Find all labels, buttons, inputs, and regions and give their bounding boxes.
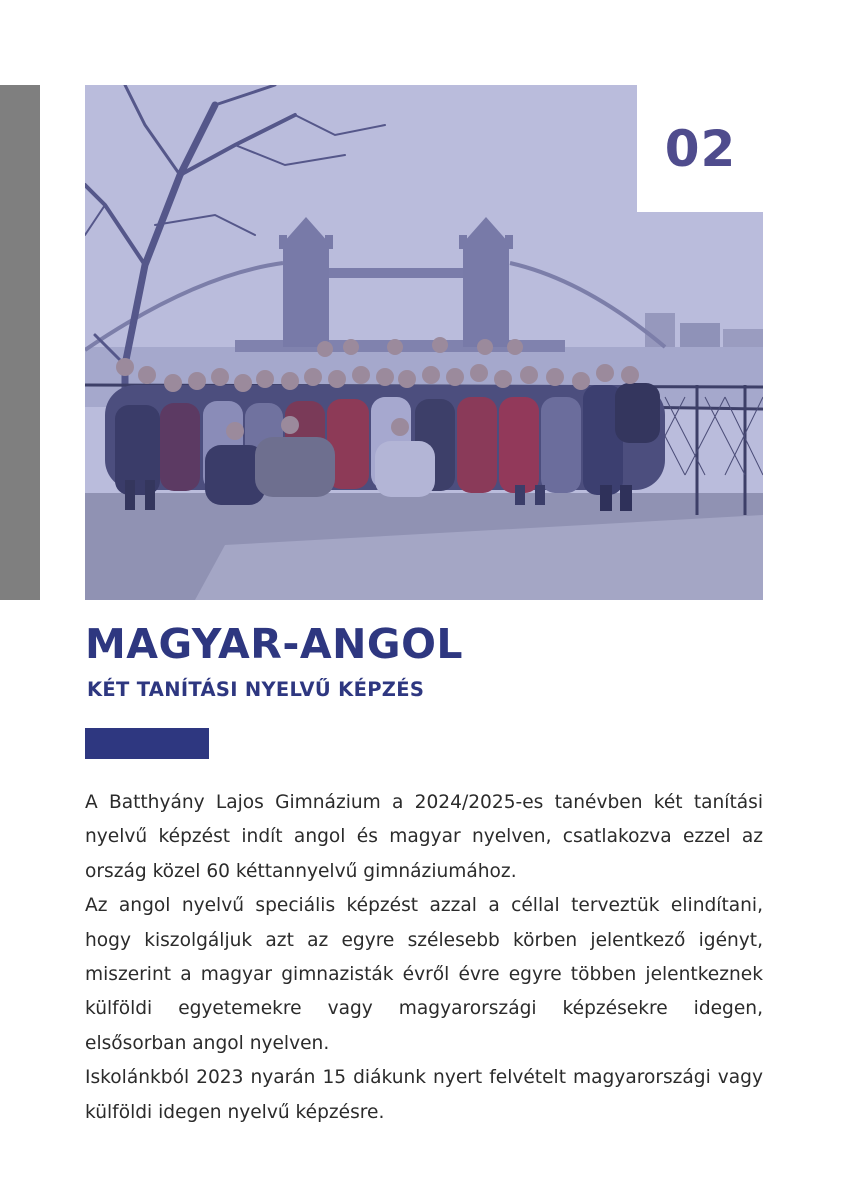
section-number-box bbox=[637, 85, 764, 212]
section-number: 02 bbox=[664, 119, 737, 178]
body-text bbox=[85, 786, 763, 1130]
page-title: MAGYAR-ANGOL bbox=[85, 620, 464, 668]
paragraph: Iskolánkból 2023 nyarán 15 diákunk nyert felvételt magyarországi vagy külföldi idegen nyelvű képzésre. bbox=[85, 1067, 763, 1123]
paragraph: A Batthyány Lajos Gimnázium a 2024/2025-es tanévben két tanítási nyelvű képzést indít angol és magyar nyelven, csatlakozva ezzel az ország közel 60 kéttannyelvű gimnáziumához. bbox=[85, 792, 763, 882]
title-accent-bar bbox=[85, 728, 209, 759]
side-accent-bar bbox=[0, 85, 40, 600]
page-subtitle: KÉT TANÍTÁSI NYELVŰ KÉPZÉS bbox=[87, 678, 425, 701]
paragraph: Az angol nyelvű speciális képzést azzal a céllal terveztük elindítani, hogy kiszolgáljuk azt az egyre szélesebb körben jelentkező igényt, miszerint a magyar gimnazisták évről évre egyre többen jelentkeznek külföldi egyetemekre vagy magyarországi képzésekre idegen, elsősorban angol nyelven. bbox=[85, 895, 763, 1054]
